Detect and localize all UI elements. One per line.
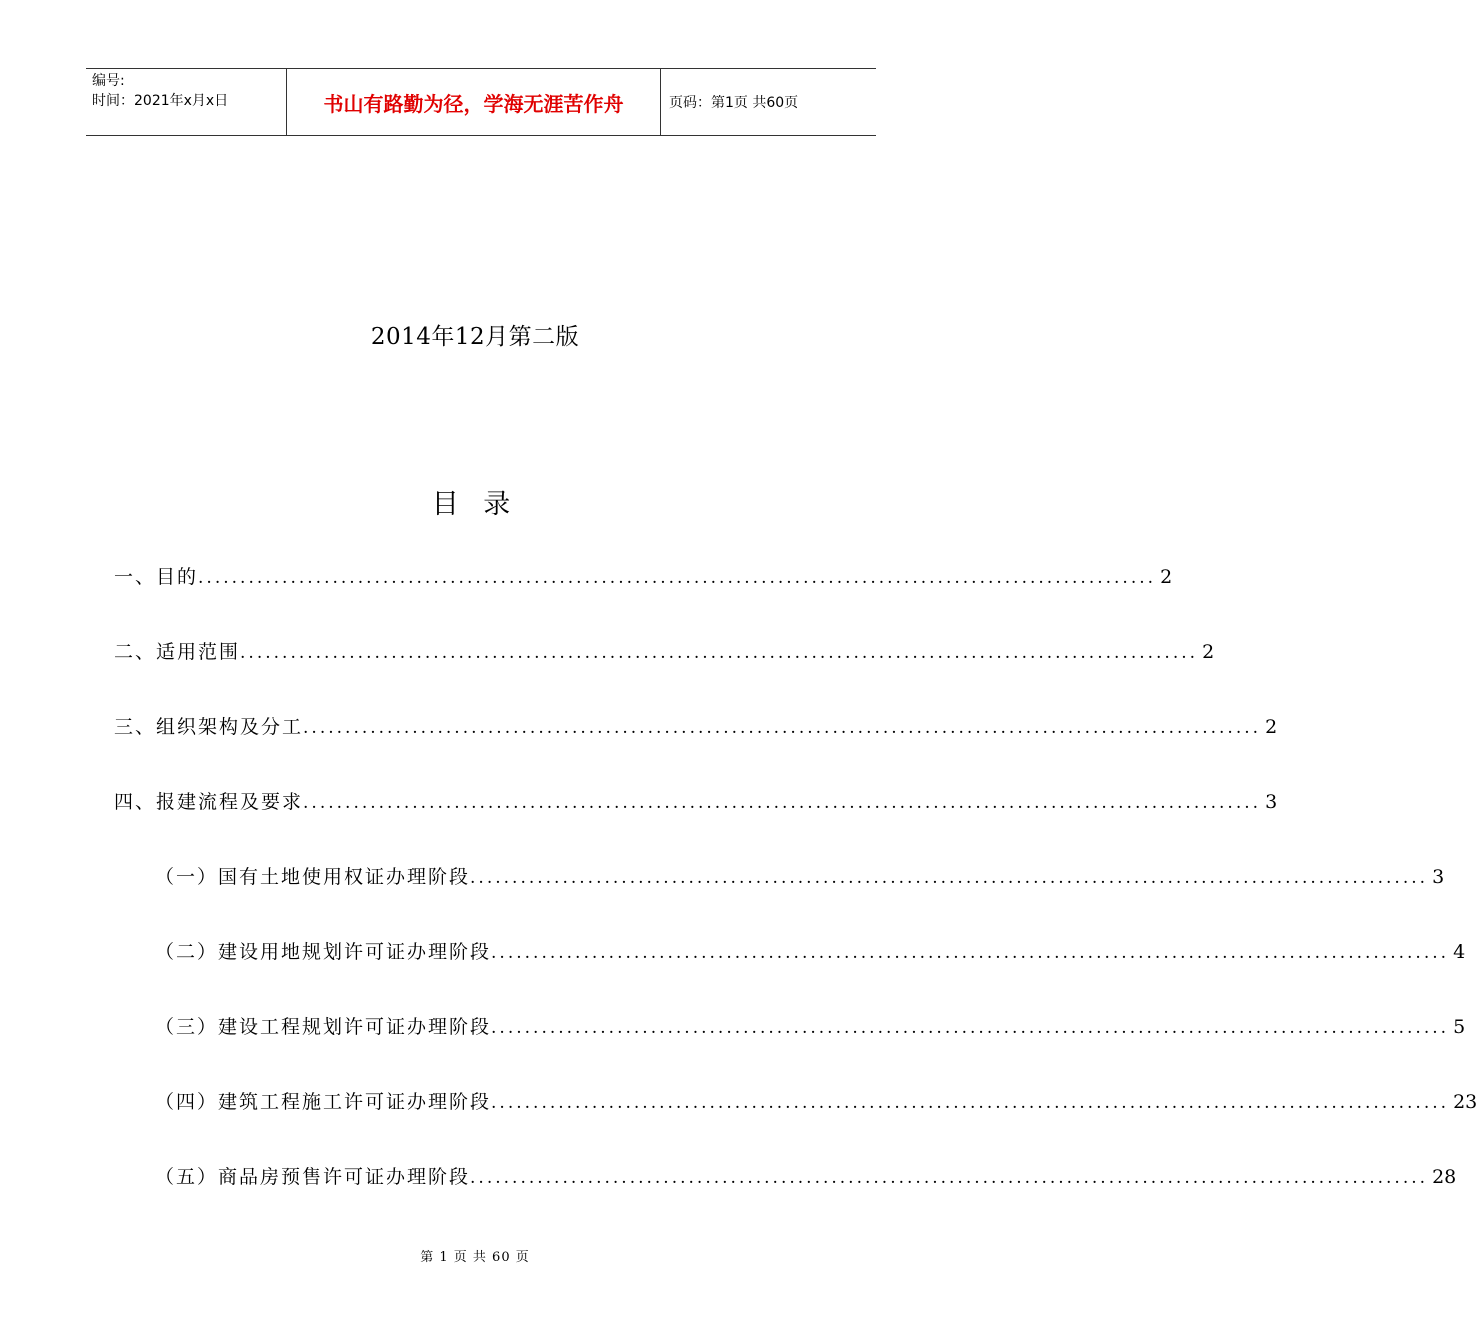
toc-entry[interactable]: [0, 787, 1278, 815]
toc-leader-dots: ..................................................................................................................: [303, 793, 1262, 813]
toc-title: 目 录: [431, 489, 519, 520]
toc-entry[interactable]: [0, 862, 1445, 890]
toc-entry-text: 二、适用范围: [114, 641, 241, 663]
toc-leader-dots: ..................................................................................................................: [198, 568, 1157, 588]
toc-entry-page: 28: [1432, 1166, 1457, 1188]
toc-entry-page: 2: [1202, 641, 1215, 663]
page-footer: 第 1 页 共 60 页: [420, 1250, 530, 1265]
toc-entry[interactable]: [0, 637, 1215, 665]
toc-entry[interactable]: [0, 712, 1278, 740]
motto-text: 书山有路勤为径，学海无涯苦作舟: [323, 91, 624, 116]
toc-entry-page: 2: [1265, 716, 1278, 738]
toc-entry-text: 三、组织架构及分工: [114, 716, 304, 738]
toc-leader-dots: ..................................................................................................................: [240, 643, 1199, 663]
toc-entry-page: 5: [1453, 1016, 1466, 1038]
toc-entry-text: （五）商品房预售许可证办理阶段: [155, 1166, 471, 1188]
toc-entry-page: 23: [1453, 1091, 1477, 1113]
header-page-info: [661, 69, 876, 135]
toc-leader-dots: ..................................................................................................................: [491, 943, 1450, 963]
toc-entry[interactable]: [0, 1012, 1466, 1040]
edition-line: 2014年12月第二版: [370, 324, 580, 350]
toc-entry[interactable]: [0, 1162, 1457, 1190]
toc-leader-dots: ..................................................................................................................: [470, 1168, 1429, 1188]
toc-entry-page: 3: [1265, 791, 1278, 813]
toc-entry-page: 3: [1432, 866, 1445, 888]
toc-entry-page: 2: [1160, 566, 1173, 588]
toc-entry[interactable]: [0, 1087, 1477, 1115]
toc-entry-text: （三）建设工程规划许可证办理阶段: [155, 1016, 492, 1038]
toc-entry-text: （四）建筑工程施工许可证办理阶段: [155, 1091, 492, 1113]
toc-entry[interactable]: [0, 937, 1466, 965]
toc-leader-dots: ..................................................................................................................: [470, 868, 1429, 888]
toc-leader-dots: ..................................................................................................................: [491, 1018, 1450, 1038]
toc-entry-text: 一、目的: [114, 566, 199, 588]
time-label: 时间：2021年x月x日: [92, 93, 229, 109]
toc-leader-dots: ..................................................................................................................: [303, 718, 1262, 738]
toc-entry-text: （二）建设用地规划许可证办理阶段: [155, 941, 492, 963]
serial-number-label: 编号:: [92, 73, 125, 89]
header-motto: [286, 69, 661, 135]
toc-entry-page: 4: [1453, 941, 1466, 963]
toc-entry[interactable]: [0, 562, 1173, 590]
toc-entry-text: （一）国有土地使用权证办理阶段: [155, 866, 471, 888]
document-header: [86, 68, 876, 136]
header-meta: [86, 69, 286, 135]
toc-leader-dots: ..................................................................................................................: [491, 1093, 1450, 1113]
toc-entry-text: 四、报建流程及要求: [114, 791, 304, 813]
page-info-text: 页码：第1页 共60页: [669, 95, 799, 111]
